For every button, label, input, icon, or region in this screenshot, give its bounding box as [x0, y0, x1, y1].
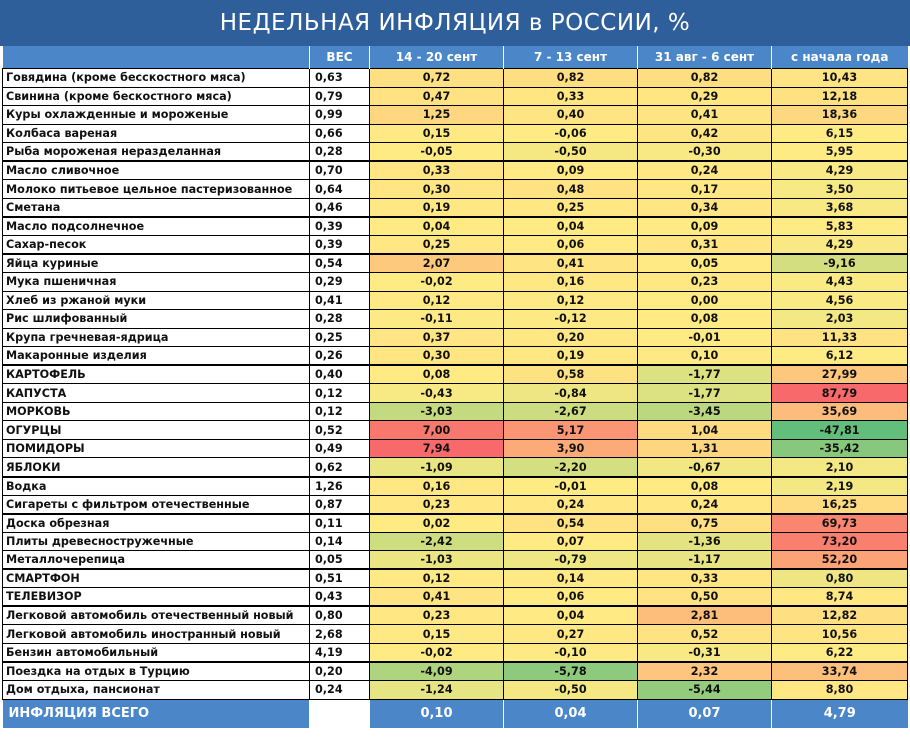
item-name: ТЕЛЕВИЗОР — [3, 588, 310, 607]
total-week-2: 0,04 — [504, 699, 638, 728]
value-week-2: 0,04 — [504, 217, 638, 236]
item-weight: 0,39 — [310, 217, 370, 236]
value-week-3: -1,36 — [638, 532, 772, 551]
value-week-1: 0,08 — [370, 365, 504, 384]
table-row — [3, 532, 908, 551]
value-week-2: -0,12 — [504, 310, 638, 329]
table-row — [3, 254, 908, 273]
item-name: СМАРТФОН — [3, 569, 310, 588]
value-week-2: -0,06 — [504, 124, 638, 143]
header-week-3: 31 авг - 6 сент — [638, 46, 772, 69]
value-week-3: 0,52 — [638, 625, 772, 644]
value-week-3: -1,77 — [638, 365, 772, 384]
value-week-2: 0,58 — [504, 365, 638, 384]
value-ytd: 4,29 — [772, 235, 908, 254]
value-week-3: -0,01 — [638, 328, 772, 347]
value-week-3: 0,75 — [638, 514, 772, 533]
total-ytd: 4,79 — [772, 699, 908, 728]
value-week-2: 0,12 — [504, 291, 638, 310]
value-week-3: -0,67 — [638, 458, 772, 477]
value-ytd: 2,19 — [772, 477, 908, 496]
item-weight: 0,54 — [310, 254, 370, 273]
item-name: Сахар-песок — [3, 235, 310, 254]
value-ytd: 6,12 — [772, 347, 908, 366]
value-ytd: 4,56 — [772, 291, 908, 310]
item-weight: 0,05 — [310, 551, 370, 570]
table-row — [3, 124, 908, 143]
value-week-2: 0,04 — [504, 606, 638, 625]
value-week-3: 0,00 — [638, 291, 772, 310]
total-week-1: 0,10 — [370, 699, 504, 728]
value-week-3: -0,30 — [638, 143, 772, 162]
value-ytd: 2,03 — [772, 310, 908, 329]
value-week-3: -3,45 — [638, 402, 772, 421]
table-row — [3, 439, 908, 458]
item-name: ЯБЛОКИ — [3, 458, 310, 477]
value-week-2: 0,14 — [504, 569, 638, 588]
value-week-1: 0,15 — [370, 124, 504, 143]
table-row — [3, 106, 908, 125]
value-week-1: 0,12 — [370, 291, 504, 310]
value-ytd: 10,56 — [772, 625, 908, 644]
item-name: МОРКОВЬ — [3, 402, 310, 421]
item-weight: 0,39 — [310, 235, 370, 254]
item-weight: 0,12 — [310, 402, 370, 421]
item-name: Говядина (кроме бесскостного мяса) — [3, 69, 310, 88]
item-weight: 0,20 — [310, 662, 370, 681]
item-weight: 0,52 — [310, 421, 370, 440]
item-weight: 0,99 — [310, 106, 370, 125]
value-ytd: 5,95 — [772, 143, 908, 162]
value-week-2: 0,33 — [504, 87, 638, 106]
item-weight: 0,63 — [310, 69, 370, 88]
value-ytd: 35,69 — [772, 402, 908, 421]
item-weight: 0,87 — [310, 495, 370, 514]
value-ytd: 0,80 — [772, 569, 908, 588]
header-weight: ВЕС — [310, 46, 370, 69]
value-week-1: -1,03 — [370, 551, 504, 570]
value-week-1: -1,09 — [370, 458, 504, 477]
table-row — [3, 291, 908, 310]
table-row — [3, 69, 908, 88]
item-name: Сметана — [3, 198, 310, 217]
value-week-2: 0,19 — [504, 347, 638, 366]
item-weight: 0,62 — [310, 458, 370, 477]
header-week-1: 14 - 20 сент — [370, 46, 504, 69]
table-row — [3, 477, 908, 496]
value-week-3: -5,44 — [638, 681, 772, 700]
item-weight: 0,12 — [310, 384, 370, 403]
item-weight: 0,14 — [310, 532, 370, 551]
value-week-1: 0,02 — [370, 514, 504, 533]
value-ytd: 12,18 — [772, 87, 908, 106]
value-week-3: -1,77 — [638, 384, 772, 403]
value-week-3: 0,05 — [638, 254, 772, 273]
item-name: Крупа гречневая-ядрица — [3, 328, 310, 347]
item-name: Плиты древесностружечные — [3, 532, 310, 551]
item-name: Металлочерепица — [3, 551, 310, 570]
item-weight: 0,28 — [310, 310, 370, 329]
value-week-1: 0,23 — [370, 606, 504, 625]
value-week-1: -0,11 — [370, 310, 504, 329]
value-week-2: -2,67 — [504, 402, 638, 421]
value-week-2: 0,40 — [504, 106, 638, 125]
table-row — [3, 421, 908, 440]
value-week-3: 1,31 — [638, 439, 772, 458]
item-weight: 0,28 — [310, 143, 370, 162]
value-week-3: -1,17 — [638, 551, 772, 570]
value-ytd: -9,16 — [772, 254, 908, 273]
item-weight: 0,29 — [310, 273, 370, 292]
value-week-1: 0,30 — [370, 347, 504, 366]
table-row — [3, 402, 908, 421]
value-week-1: 0,72 — [370, 69, 504, 88]
value-week-3: 0,08 — [638, 477, 772, 496]
header-ytd: с начала года — [772, 46, 908, 69]
header-week-2: 7 - 13 сент — [504, 46, 638, 69]
item-weight: 0,43 — [310, 588, 370, 607]
value-ytd: 87,79 — [772, 384, 908, 403]
value-week-2: -0,79 — [504, 551, 638, 570]
value-week-3: 2,32 — [638, 662, 772, 681]
table-row — [3, 606, 908, 625]
value-ytd: 18,36 — [772, 106, 908, 125]
item-name: Мука пшеничная — [3, 273, 310, 292]
value-ytd: 33,74 — [772, 662, 908, 681]
value-week-1: 7,00 — [370, 421, 504, 440]
value-ytd: 3,68 — [772, 198, 908, 217]
value-ytd: 52,20 — [772, 551, 908, 570]
value-ytd: 16,25 — [772, 495, 908, 514]
value-week-1: 0,12 — [370, 569, 504, 588]
table-row — [3, 310, 908, 329]
value-week-1: -3,03 — [370, 402, 504, 421]
item-name: Легковой автомобиль иностранный новый — [3, 625, 310, 644]
table-row — [3, 551, 908, 570]
value-week-3: 1,04 — [638, 421, 772, 440]
value-week-2: 0,82 — [504, 69, 638, 88]
item-name: Рис шлифованный — [3, 310, 310, 329]
item-weight: 0,66 — [310, 124, 370, 143]
value-week-1: 1,25 — [370, 106, 504, 125]
value-week-1: 0,23 — [370, 495, 504, 514]
value-week-3: 0,17 — [638, 180, 772, 199]
value-ytd: 73,20 — [772, 532, 908, 551]
value-ytd: 6,22 — [772, 643, 908, 662]
value-week-3: 0,24 — [638, 161, 772, 180]
item-weight: 0,41 — [310, 291, 370, 310]
value-ytd: 11,33 — [772, 328, 908, 347]
value-week-1: -0,02 — [370, 643, 504, 662]
value-week-2: -0,50 — [504, 143, 638, 162]
item-weight: 0,64 — [310, 180, 370, 199]
value-ytd: 4,29 — [772, 161, 908, 180]
item-weight: 0,46 — [310, 198, 370, 217]
table-row — [3, 328, 908, 347]
table-row — [3, 384, 908, 403]
value-week-2: 0,16 — [504, 273, 638, 292]
value-week-1: 0,16 — [370, 477, 504, 496]
item-name: Колбаса вареная — [3, 124, 310, 143]
item-name: Сигареты с фильтром отечественные — [3, 495, 310, 514]
value-ytd: 5,83 — [772, 217, 908, 236]
item-name: ОГУРЦЫ — [3, 421, 310, 440]
value-week-2: 0,27 — [504, 625, 638, 644]
value-ytd: 2,10 — [772, 458, 908, 477]
value-week-1: 0,37 — [370, 328, 504, 347]
value-week-2: 0,07 — [504, 532, 638, 551]
item-name: Макаронные изделия — [3, 347, 310, 366]
value-week-2: -2,20 — [504, 458, 638, 477]
item-name: Дом отдыха, пансионат — [3, 681, 310, 700]
value-week-2: -0,10 — [504, 643, 638, 662]
item-weight: 4,19 — [310, 643, 370, 662]
table-row — [3, 180, 908, 199]
item-weight: 0,79 — [310, 87, 370, 106]
item-name: Поездка на отдых в Турцию — [3, 662, 310, 681]
value-week-1: 0,04 — [370, 217, 504, 236]
value-week-2: -0,01 — [504, 477, 638, 496]
value-week-2: 5,17 — [504, 421, 638, 440]
total-label: ИНФЛЯЦИЯ ВСЕГО — [3, 699, 310, 728]
value-week-2: 0,09 — [504, 161, 638, 180]
value-week-2: 0,25 — [504, 198, 638, 217]
value-week-1: 0,30 — [370, 180, 504, 199]
value-ytd: 69,73 — [772, 514, 908, 533]
table-row — [3, 458, 908, 477]
value-ytd: -47,81 — [772, 421, 908, 440]
item-weight: 1,26 — [310, 477, 370, 496]
value-week-3: 0,42 — [638, 124, 772, 143]
value-week-3: 0,50 — [638, 588, 772, 607]
item-name: Рыба мороженая неразделанная — [3, 143, 310, 162]
value-week-3: 0,24 — [638, 495, 772, 514]
value-week-1: -1,24 — [370, 681, 504, 700]
item-name: Доска обрезная — [3, 514, 310, 533]
value-ytd: 12,82 — [772, 606, 908, 625]
value-week-3: 0,23 — [638, 273, 772, 292]
value-week-2: -0,50 — [504, 681, 638, 700]
value-ytd: 8,74 — [772, 588, 908, 607]
value-week-3: 2,81 — [638, 606, 772, 625]
value-week-2: 0,48 — [504, 180, 638, 199]
value-week-2: 0,20 — [504, 328, 638, 347]
item-name: Молоко питьевое цельное пастеризованное — [3, 180, 310, 199]
item-weight: 0,51 — [310, 569, 370, 588]
item-name: КАПУСТА — [3, 384, 310, 403]
value-week-1: 0,41 — [370, 588, 504, 607]
table-row — [3, 625, 908, 644]
item-weight: 2,68 — [310, 625, 370, 644]
value-ytd: 8,80 — [772, 681, 908, 700]
item-name: Легковой автомобиль отечественный новый — [3, 606, 310, 625]
value-week-1: 0,25 — [370, 235, 504, 254]
value-week-1: -2,42 — [370, 532, 504, 551]
item-weight: 0,24 — [310, 681, 370, 700]
table-row — [3, 347, 908, 366]
item-name: КАРТОФЕЛЬ — [3, 365, 310, 384]
item-weight: 0,80 — [310, 606, 370, 625]
table-row — [3, 87, 908, 106]
value-week-2: 0,41 — [504, 254, 638, 273]
value-week-2: -5,78 — [504, 662, 638, 681]
table-row — [3, 569, 908, 588]
value-week-1: 0,33 — [370, 161, 504, 180]
item-weight: 0,40 — [310, 365, 370, 384]
value-week-2: 0,24 — [504, 495, 638, 514]
total-weight — [310, 699, 370, 728]
value-week-3: -0,31 — [638, 643, 772, 662]
item-name: Бензин автомобильный — [3, 643, 310, 662]
value-week-1: -0,05 — [370, 143, 504, 162]
item-weight: 0,11 — [310, 514, 370, 533]
value-week-1: 0,47 — [370, 87, 504, 106]
header-name — [3, 46, 310, 69]
item-name: Масло сливочное — [3, 161, 310, 180]
value-week-1: 2,07 — [370, 254, 504, 273]
header-row — [3, 46, 908, 69]
value-week-1: -0,43 — [370, 384, 504, 403]
page-title: НЕДЕЛЬНАЯ ИНФЛЯЦИЯ в РОССИИ, % — [0, 0, 910, 46]
value-week-3: 0,34 — [638, 198, 772, 217]
inflation-table — [2, 46, 908, 728]
item-weight: 0,25 — [310, 328, 370, 347]
total-week-3: 0,07 — [638, 699, 772, 728]
table-row — [3, 681, 908, 700]
table-row — [3, 143, 908, 162]
item-weight: 0,70 — [310, 161, 370, 180]
item-name: Куры охлажденные и мороженые — [3, 106, 310, 125]
table-row — [3, 217, 908, 236]
value-ytd: 6,15 — [772, 124, 908, 143]
value-week-3: 0,41 — [638, 106, 772, 125]
value-week-3: 0,31 — [638, 235, 772, 254]
item-name: Хлеб из ржаной муки — [3, 291, 310, 310]
value-week-1: 7,94 — [370, 439, 504, 458]
value-ytd: 4,43 — [772, 273, 908, 292]
value-week-1: 0,15 — [370, 625, 504, 644]
value-week-3: 0,08 — [638, 310, 772, 329]
item-name: Масло подсолнечное — [3, 217, 310, 236]
table-row — [3, 273, 908, 292]
table-row — [3, 514, 908, 533]
table-row — [3, 365, 908, 384]
table-row — [3, 161, 908, 180]
value-ytd: 10,43 — [772, 69, 908, 88]
value-ytd: 3,50 — [772, 180, 908, 199]
item-name: Яйца куриные — [3, 254, 310, 273]
table-row — [3, 643, 908, 662]
value-week-2: 3,90 — [504, 439, 638, 458]
value-week-2: 0,06 — [504, 588, 638, 607]
value-week-3: 0,29 — [638, 87, 772, 106]
value-week-3: 0,33 — [638, 569, 772, 588]
value-week-3: 0,09 — [638, 217, 772, 236]
value-week-1: 0,19 — [370, 198, 504, 217]
value-week-3: 0,82 — [638, 69, 772, 88]
item-name: ПОМИДОРЫ — [3, 439, 310, 458]
table-row — [3, 662, 908, 681]
table-row — [3, 495, 908, 514]
table-row — [3, 235, 908, 254]
value-week-3: 0,10 — [638, 347, 772, 366]
value-ytd: 27,99 — [772, 365, 908, 384]
item-name: Свинина (кроме бескостного мяса) — [3, 87, 310, 106]
value-week-2: 0,06 — [504, 235, 638, 254]
value-week-1: -0,02 — [370, 273, 504, 292]
item-weight: 0,49 — [310, 439, 370, 458]
value-ytd: -35,42 — [772, 439, 908, 458]
item-name: Водка — [3, 477, 310, 496]
value-week-1: -4,09 — [370, 662, 504, 681]
total-row — [3, 699, 908, 728]
item-weight: 0,26 — [310, 347, 370, 366]
value-week-2: 0,54 — [504, 514, 638, 533]
table-row — [3, 198, 908, 217]
value-week-2: -0,84 — [504, 384, 638, 403]
table-row — [3, 588, 908, 607]
